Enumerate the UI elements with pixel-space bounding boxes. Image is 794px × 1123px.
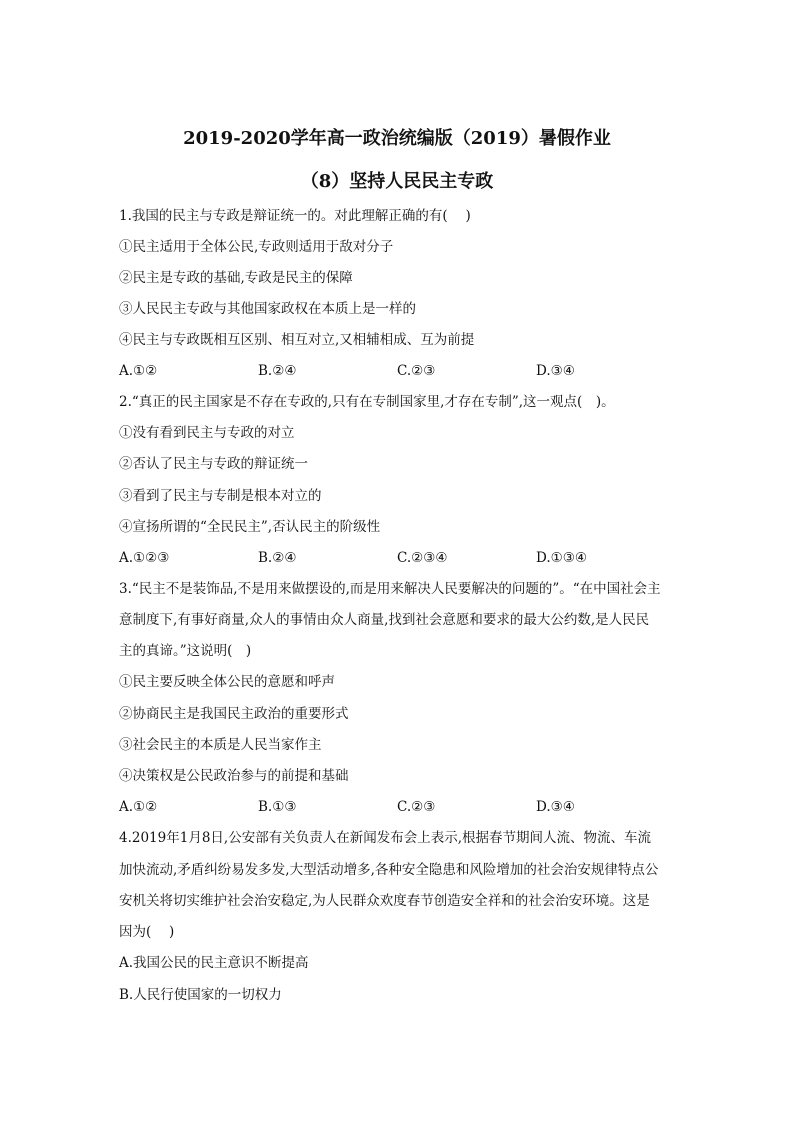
question-2-option-c: C.②③④ — [397, 550, 448, 566]
question-2-statement-1: ①没有看到民主与专政的对立 — [119, 425, 295, 441]
question-1-option-b: B.②④ — [258, 363, 297, 379]
question-3-stem-line-3: 主的真谛。”这说明( ) — [119, 643, 252, 659]
question-1-option-c: C.②③ — [397, 363, 436, 379]
question-2-stem: 2.“真正的民主国家是不存在专政的,只有在专制国家里,才存在专制”,这一观点( )。 — [119, 394, 615, 410]
question-3-option-a: A.①② — [119, 799, 158, 815]
question-1-stem: 1.我国的民主与专政是辩证统一的。对此理解正确的有( ) — [119, 208, 471, 224]
question-4-choice-a: A.我国公民的民主意识不断提高 — [119, 955, 309, 971]
question-1-option-d: D.③④ — [536, 363, 575, 379]
question-2-option-d: D.①③④ — [536, 550, 587, 566]
question-4-stem-line-4: 因为( ) — [119, 924, 175, 940]
question-2-option-a: A.①②③ — [119, 550, 170, 566]
question-4-stem-line-2: 加快流动,矛盾纠纷易发多发,大型活动增多,各种安全隐患和风险增加的社会治安规律特点公 — [119, 862, 659, 878]
question-1-statement-4: ④民主与专政既相互区别、相互对立,又相辅相成、互为前提 — [119, 332, 475, 348]
document-title: 2019-2020学年高一政治统编版（2019）暑假作业 — [183, 128, 611, 149]
question-1-statement-1: ①民主适用于全体公民,专政则适用于敌对分子 — [119, 239, 394, 255]
question-3-option-d: D.③④ — [536, 799, 575, 815]
question-2-statement-4: ④宣扬所谓的“全民民主”,否认民主的阶级性 — [119, 519, 381, 535]
question-2-statement-2: ②否认了民主与专政的辩证统一 — [119, 456, 308, 472]
question-1-option-a: A.①② — [119, 363, 158, 379]
question-3-statement-3: ③社会民主的本质是人民当家作主 — [119, 737, 322, 753]
question-1-statement-3: ③人民民主专政与其他国家政权在本质上是一样的 — [119, 301, 416, 317]
question-3-option-c: C.②③ — [397, 799, 436, 815]
document-subtitle: （8）坚持人民民主专政 — [300, 171, 494, 192]
question-4-choice-b: B.人民行使国家的一切权力 — [119, 987, 282, 1003]
question-3-stem-line-2: 意制度下,有事好商量,众人的事情由众人商量,找到社会意愿和要求的最大公约数,是人民民 — [119, 612, 650, 628]
question-3-option-b: B.①③ — [258, 799, 297, 815]
question-3-stem-line-1: 3.“民主不是装饰品,不是用来做摆设的,而是用来解决人民要解决的问题的”。“在中国社会主 — [119, 581, 661, 597]
question-2-option-b: B.②④ — [258, 550, 297, 566]
question-4-stem-line-1: 4.2019年1月8日,公安部有关负责人在新闻发布会上表示,根据春节期间人流、物流、车流 — [119, 830, 651, 846]
question-3-statement-4: ④决策权是公民政治参与的前提和基础 — [119, 768, 349, 784]
question-3-statement-1: ①民主要反映全体公民的意愿和呼声 — [119, 674, 335, 690]
question-2-statement-3: ③看到了民主与专制是根本对立的 — [119, 488, 322, 504]
question-4-stem-line-3: 安机关将切实维护社会治安稳定,为人民群众欢度春节创造安全祥和的社会治安环境。这是 — [119, 893, 650, 909]
question-1-statement-2: ②民主是专政的基础,专政是民主的保障 — [119, 270, 353, 286]
question-3-statement-2: ②协商民主是我国民主政治的重要形式 — [119, 706, 349, 722]
